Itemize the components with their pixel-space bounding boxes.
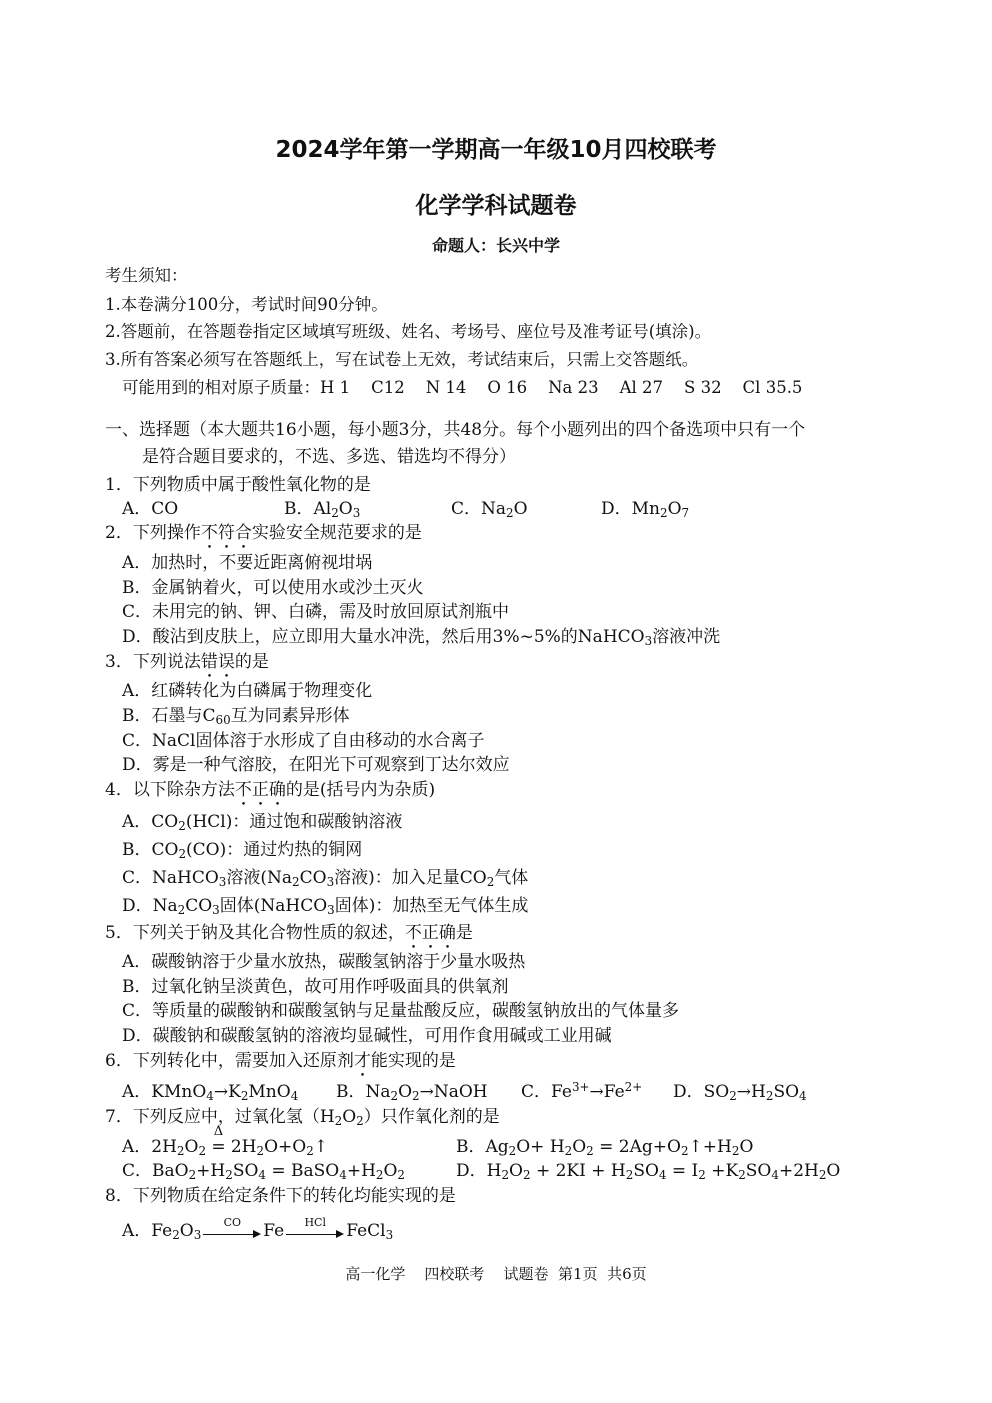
q1-option-a: A．CO	[122, 499, 179, 519]
q6-option-d: D．$SO_2\to H_2SO_4$	[673, 1082, 807, 1103]
atomic-masses: 可能用到的相对原子质量：H 1 C12 N 14 O 16 Na 23 Al 27 S 32 Cl 35.5	[122, 378, 803, 397]
exam-title: 2024学年第一学期高一年级10月四校联考	[275, 137, 717, 163]
q7-option-c: C．$BaO_2+H_2SO_4$ = $BaSO_4+H_2O_2$	[122, 1161, 405, 1182]
q8-stem: 8．下列物质在给定条件下的转化均能实现的是	[105, 1186, 456, 1206]
q1-option-c: C．$Na_2O$	[451, 499, 528, 520]
q1-stem: 1．下列物质中属于酸性氧化物的是	[105, 475, 371, 495]
q2-option-a: A．加热时，不要近距离俯视坩埚	[122, 553, 373, 573]
q7-option-b: B．$Ag_2O+ H_2O_2$ = $2Ag+O_2↑+H_2O$	[456, 1137, 754, 1158]
q6-stem: 6．下列转化中，需要加入还原剂才能实现的是	[105, 1051, 456, 1071]
q5-option-d: D．碳酸钠和碳酸氢钠的溶液均显碱性，可用作食用碱或工业用碱	[122, 1026, 612, 1046]
notice-item-3: 3.所有答案必须写在答题纸上，写在试卷上无效，考试结束后，只需上交答题纸。	[105, 350, 699, 369]
q4-option-b: B．$CO_2(CO)$：通过灼热的铜网	[122, 840, 363, 861]
reaction-arrow: CO	[203, 1225, 261, 1239]
section-heading-cont: 是符合题目要求的，不选、多选、错选均不得分）	[142, 447, 516, 467]
q2-stem: 2．下列操作不符合实验安全规范要求的是	[105, 523, 422, 543]
q3-option-a: A．红磷转化为白磷属于物理变化	[122, 681, 373, 701]
q3-stem: 3．下列说法错误的是	[105, 652, 269, 672]
q5-option-b: B．过氧化钠呈淡黄色，故可用作呼吸面具的供氧剂	[122, 977, 509, 997]
q4-stem: 4．以下除杂方法不正确的是(括号内为杂质)	[105, 780, 436, 800]
q5-option-c: C．等质量的碳酸钠和碳酸氢钠与足量盐酸反应，碳酸氢钠放出的气体量多	[122, 1001, 680, 1021]
q1-option-b: B．$Al_2O_3$	[284, 499, 361, 520]
q5-stem: 5．下列关于钠及其化合物性质的叙述，不正确是	[105, 923, 473, 943]
q7-option-a: A．$2H_2O_2$ Δ = $2H_2O+O_2↑$	[122, 1124, 329, 1158]
q6-option-c: C．$Fe^{3+}\to Fe^{2+}$	[521, 1080, 643, 1102]
q7-option-d: D．$H_2O_2 + 2KI + H_2SO_4 = I_2 +K_2SO_4+2H_2O$	[456, 1161, 841, 1182]
q2-option-d: D．酸沾到皮肤上，应立即用大量水冲洗，然后用3%~5%的NaHCO$_3$溶液冲洗	[122, 627, 721, 648]
q2-option-b: B．金属钠着火，可以使用水或沙土灭火	[122, 578, 424, 598]
notice-heading: 考生须知：	[105, 266, 188, 285]
section-heading: 一、选择题（本大题共16小题，每小题3分，共48分。每个小题列出的四个备选项中只有一个	[105, 420, 806, 440]
q4-option-a: A．$CO_2(HCl)$：通过饱和碳酸钠溶液	[122, 812, 403, 833]
q1-option-d: D．$Mn_2O_7$	[601, 499, 690, 520]
q6-option-a: A．$KMnO_4\to K_2MnO_4$	[122, 1082, 299, 1103]
q5-option-a: A．碳酸钠溶于少量水放热，碳酸氢钠溶于少量水吸热	[122, 952, 526, 972]
q3-option-c: C．NaCl固体溶于水形成了自由移动的水合离子	[122, 731, 485, 751]
notice-item-1: 1.本卷满分100分，考试时间90分钟。	[105, 295, 388, 314]
q3-option-d: D．雾是一种气溶胶，在阳光下可观察到丁达尔效应	[122, 755, 510, 775]
exam-author: 命题人：长兴中学	[431, 236, 560, 255]
exam-subtitle: 化学学科试题卷	[415, 193, 577, 219]
q2-option-c: C．未用完的钠、钾、白磷，需及时放回原试剂瓶中	[122, 602, 510, 622]
q8-option-a: A．$Fe_2O_3$ CO Fe HCl FeCl$_3$	[122, 1215, 394, 1242]
q3-option-b: B．石墨与$C_{60}$互为同素异形体	[122, 706, 350, 727]
heat-equals-sign: Δ =	[211, 1124, 226, 1157]
q4-option-d: D．$Na_2CO_3$固体(NaHCO$_3$固体)：加热至无气体生成	[122, 896, 529, 917]
q4-option-c: C．NaHCO$_3$溶液($Na_2CO_3$溶液)：加入足量$CO_2$气体	[122, 868, 529, 889]
reaction-arrow: HCl	[286, 1225, 344, 1239]
q6-option-b: B．$Na_2O_2\to NaOH$	[336, 1082, 488, 1103]
notice-item-2: 2.答题前，在答题卷指定区域填写班级、姓名、考场号、座位号及准考证号(填涂)。	[105, 322, 712, 341]
page-footer: 高一化学 四校联考 试题卷 第1页 共6页	[345, 1265, 647, 1283]
q7-stem: 7．下列反应中，过氧化氢$(H_2O_2)$只作氧化剂的是	[105, 1107, 500, 1128]
